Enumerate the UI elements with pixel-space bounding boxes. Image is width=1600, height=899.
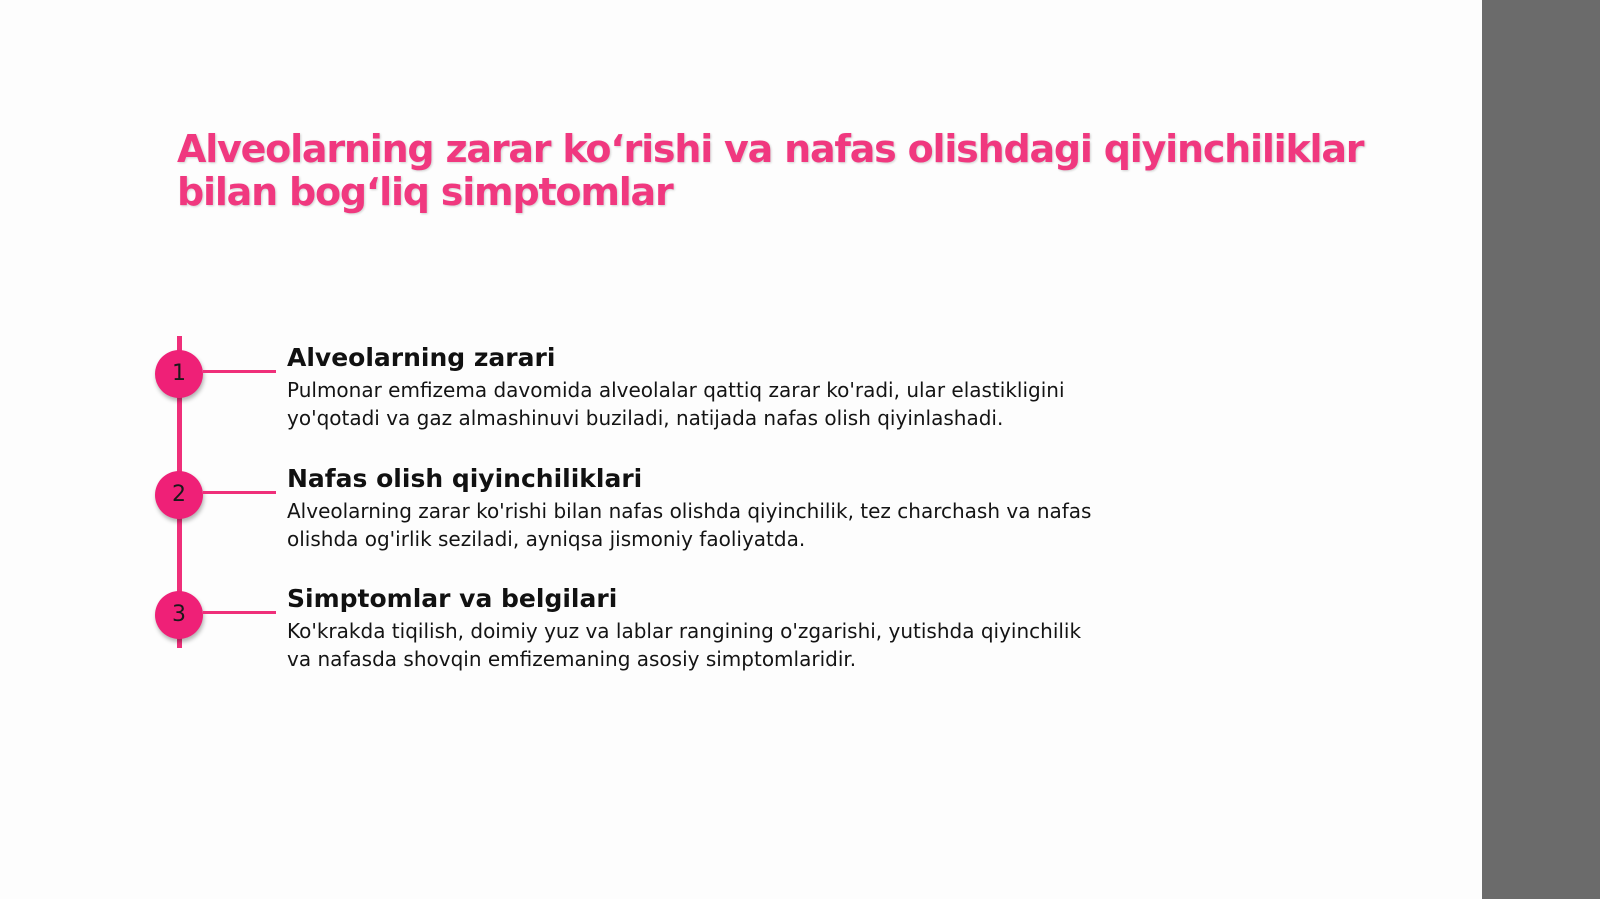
step-description: Alveolarning zarar ko'rishi bilan nafas olishda qiyinchilik, tez charchash va nafas olishda og'irlik seziladi, ayniqsa jismoniy faoliyatda.: [287, 499, 1092, 551]
step-marker-2: 2: [155, 471, 203, 519]
step-description: Pulmonar emfizema davomida alveolalar qattiq zarar ko'radi, ular elastikligini yo'qotadi va gaz almashinuvi buziladi, natijada nafas olish qiyinlashadi.: [287, 378, 1065, 430]
step-heading: Alveolarning zarari: [287, 343, 556, 372]
timeline-step-2: [287, 463, 1107, 553]
timeline-step-1: [287, 342, 1107, 432]
step-connector-2: [203, 491, 276, 494]
step-connector-1: [203, 370, 276, 373]
right-sidebar-panel: [1482, 0, 1600, 899]
step-marker-1: 1: [155, 350, 203, 398]
timeline-step-3: [287, 583, 1107, 673]
step-heading: Nafas olish qiyinchiliklari: [287, 464, 643, 493]
step-description: Ko'krakda tiqilish, doimiy yuz va lablar rangining o'zgarishi, yutishda qiyinchilik va nafasda shovqin emfizemaning asosiy simptomlaridir.: [287, 619, 1082, 671]
step-connector-3: [203, 611, 276, 614]
slide-title: Alveolarning zarar ko‘rishi va nafas olishdagi qiyinchiliklar bilan bog‘liq simptomlar: [177, 127, 1364, 214]
step-marker-3: 3: [155, 591, 203, 639]
step-heading: Simptomlar va belgilari: [287, 584, 618, 613]
